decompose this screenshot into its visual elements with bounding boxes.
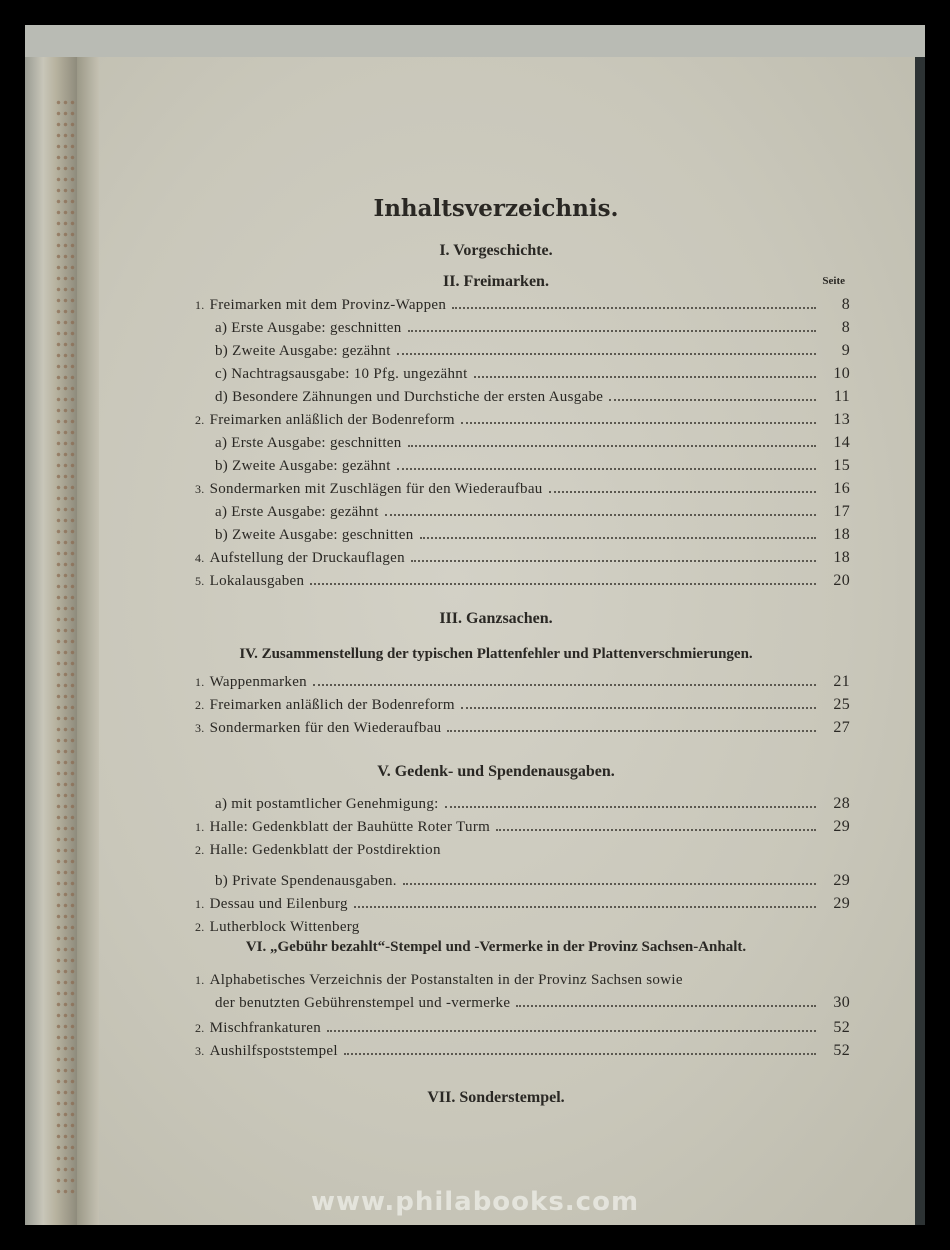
toc-page-number: 20 [833,572,850,589]
toc-entry [195,476,850,498]
toc-page-number: 17 [833,503,850,520]
toc-entry-number: 1. [195,675,205,689]
toc-entry-label [195,1043,338,1060]
toc-page-number: 28 [833,795,850,812]
toc-entry-text: Freimarken anläßlich der Bodenreform [209,412,455,428]
dot-leader [354,906,816,908]
toc-entry-number: 1. [195,820,205,834]
toc-entry-text: Aufstellung der Druckauflagen [209,550,405,566]
section-heading-3: III. Ganzsachen. [439,610,553,627]
toc-entry-label [215,320,402,337]
toc-page-number: 25 [833,696,850,713]
toc-entry-number: 2. [195,1021,205,1035]
toc-entry-label [215,995,510,1012]
toc-entry-text: Mischfrankaturen [209,1020,322,1036]
toc-entry-label [195,674,307,691]
toc-entry [215,791,850,813]
toc-page-number: 29 [833,895,850,912]
dot-leader [496,829,816,831]
toc-entry-label [195,896,348,913]
toc-entry-label [195,481,543,498]
toc-page-number: 52 [833,1042,850,1059]
toc-page-number: 29 [833,818,850,835]
toc-entry [215,499,850,521]
toc-entry [215,384,850,406]
toc-entry-text: Lokalausgaben [209,573,305,589]
section-heading-6: VI. „Gebühr bezahlt“-Stempel und -Vermerke in der Provinz Sachsen-Anhalt. [245,939,747,955]
section-heading-4: IV. Zusammenstellung der typischen Plattenfehler und Plattenverschmierungen. [239,646,753,662]
toc-page-number: 9 [841,342,850,359]
toc-entry [195,292,850,314]
dot-leader [310,583,816,585]
toc-entry [195,837,850,859]
toc-entry-text: b) Private Spendenausgaben. [215,873,397,889]
toc-page-number: 15 [833,457,850,474]
toc-entry-number: 1. [195,973,205,987]
toc-entry-label [215,504,379,521]
toc-entry-text: Lutherblock Wittenberg [209,919,360,935]
toc-entry-number: 2. [195,843,205,857]
toc-entry [215,990,850,1012]
page-title: Inhaltsverzeichnis. [373,195,619,222]
foxing-spots [55,97,77,1197]
dot-leader [313,684,816,686]
section-heading-5: V. Gedenk- und Spendenausgaben. [377,763,615,780]
toc-page-number: 11 [833,388,850,405]
toc-entry-text: Sondermarken mit Zuschlägen für den Wiederaufbau [209,481,543,497]
toc-entry-number: 3. [195,1044,205,1058]
toc-entry-label [195,412,455,429]
toc-entry-label [195,297,446,314]
toc-entry-label [215,873,397,890]
section-heading-7: VII. Sonderstempel. [427,1089,565,1106]
toc-entry-number: 2. [195,698,205,712]
toc-entry-text: Sondermarken für den Wiederaufbau [209,720,442,736]
toc-entry-text: Dessau und Eilenburg [209,896,348,912]
dot-leader [385,514,816,516]
dot-leader [549,491,816,493]
toc-entry-text: Freimarken anläßlich der Bodenreform [209,697,455,713]
dot-leader [397,468,816,470]
toc-entry-number: 5. [195,574,205,588]
toc-entry [195,669,850,691]
toc-entry-label [195,819,490,836]
book-cover-top [25,25,925,57]
toc-entry-text: a) mit postamtlicher Genehmigung: [215,796,439,812]
dot-leader [397,353,816,355]
toc-entry [195,1015,850,1037]
toc-page-number: 18 [833,526,850,543]
dot-leader [452,307,816,309]
toc-entry-text: b) Zweite Ausgabe: geschnitten [215,527,414,543]
seite-label: Seite [822,275,845,287]
toc-page-number: 30 [833,994,850,1011]
dot-leader [609,399,816,401]
toc-page-number: 29 [833,872,850,889]
toc-entry-label [195,573,304,590]
toc-entry-label [215,458,391,475]
toc-entry-number: 2. [195,920,205,934]
toc-entry [195,715,850,737]
section-heading-2: II. Freimarken. [443,273,549,290]
toc-entry-number: 3. [195,721,205,735]
toc-entry-number: 1. [195,298,205,312]
dot-leader [461,422,816,424]
toc-entry-number: 4. [195,551,205,565]
toc-entry-text: d) Besondere Zähnungen und Durchstiche der ersten Ausgabe [215,389,604,405]
toc-entry-text: Freimarken mit dem Provinz-Wappen [209,297,447,313]
toc-entry-number: 2. [195,413,205,427]
toc-entry-number: 1. [195,897,205,911]
toc-entry-text: b) Zweite Ausgabe: gezähnt [215,458,391,474]
toc-entry-text: a) Erste Ausgabe: gezähnt [215,504,379,520]
dot-leader [445,806,816,808]
dot-leader [461,707,816,709]
toc-entry [215,453,850,475]
book-page [77,57,915,1225]
toc-page-number: 10 [833,365,850,382]
toc-entry-label [195,919,360,936]
toc-page-number: 8 [841,319,850,336]
toc-entry [215,338,850,360]
toc-entry-text: der benutzten Gebührenstempel und -vermerke [215,995,511,1011]
toc-entry [195,407,850,429]
photo-frame [25,25,925,1225]
toc-entry-text: b) Zweite Ausgabe: gezähnt [215,343,391,359]
toc-page-number: 13 [833,411,850,428]
toc-entry [215,315,850,337]
toc-entry [215,868,850,890]
toc-entry [215,361,850,383]
dot-leader [474,376,816,378]
book-spine [25,57,77,1225]
toc-entry [195,545,850,567]
toc-entry-text: Halle: Gedenkblatt der Bauhütte Roter Turm [209,819,491,835]
toc-entry [195,891,850,913]
toc-entry-text: a) Erste Ausgabe: geschnitten [215,435,402,451]
toc-entry [195,568,850,590]
toc-page-number: 27 [833,719,850,736]
toc-entry-label [195,972,683,989]
toc-entry-label [215,343,391,360]
toc-entry-text: Halle: Gedenkblatt der Postdirektion [209,842,441,858]
toc-entry-text: Aushilfspoststempel [209,1043,338,1059]
toc-entry-number: 3. [195,482,205,496]
toc-page-number: 18 [833,549,850,566]
dot-leader [411,560,816,562]
dot-leader [516,1005,816,1007]
toc-page-number: 14 [833,434,850,451]
toc-entry-label [215,366,468,383]
section-heading-1: I. Vorgeschichte. [439,242,553,259]
toc-entry-label [215,389,603,406]
toc-entry-label [215,527,414,544]
toc-entry-label [195,1020,321,1037]
toc-entry-label [195,842,441,859]
toc-entry [215,430,850,452]
toc-entry-label [195,550,405,567]
toc-page-number: 52 [833,1019,850,1036]
toc-page-number: 21 [833,673,850,690]
toc-entry-text: c) Nachtragsausgabe: 10 Pfg. ungezähnt [215,366,468,382]
dot-leader [420,537,816,539]
watermark: www.philabooks.com [310,1187,640,1217]
dot-leader [408,330,816,332]
toc-page-number: 8 [841,296,850,313]
dot-leader [344,1053,816,1055]
toc-entry-text: Wappenmarken [209,674,307,690]
toc-entry-label [195,720,441,737]
table-of-contents [77,57,915,1225]
toc-entry [215,522,850,544]
dot-leader [403,883,816,885]
toc-entry-label [195,697,455,714]
toc-entry-label [215,435,402,452]
toc-entry [195,914,850,936]
toc-page-number: 16 [833,480,850,497]
toc-entry-text: a) Erste Ausgabe: geschnitten [215,320,402,336]
dot-leader [408,445,816,447]
toc-entry [195,1038,850,1060]
toc-entry [195,692,850,714]
toc-entry [195,967,850,989]
toc-entry [195,814,850,836]
dot-leader [447,730,816,732]
toc-entry-label [215,796,439,813]
toc-entry-text: Alphabetisches Verzeichnis der Postanstalten in der Provinz Sachsen sowie [209,972,683,988]
dot-leader [327,1030,816,1032]
